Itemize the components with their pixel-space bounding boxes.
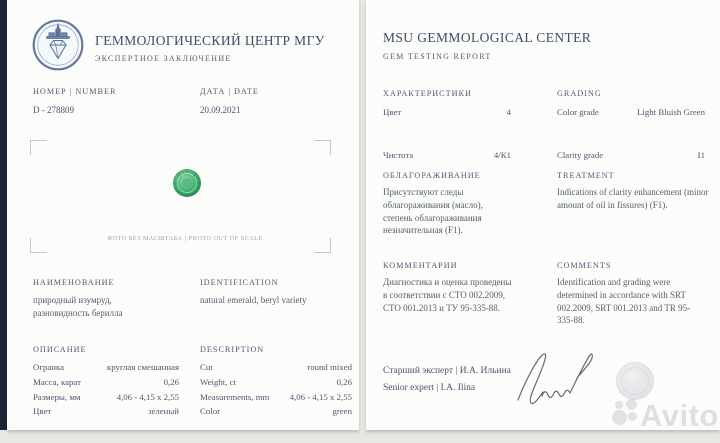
photo-caption: ФОТО БЕЗ МАСШТАБА | PHOTO OUT OF SCALE	[107, 236, 263, 242]
table-row	[383, 105, 511, 120]
msu-gem-center-emblem-icon	[31, 18, 85, 72]
color-value-ru: зеленый	[148, 406, 179, 417]
photo-frame-corner	[30, 140, 47, 155]
color-grade-value-en: Light Bluish Green	[637, 107, 705, 117]
weight-value-en: 0,26	[336, 376, 352, 387]
table-row	[200, 375, 352, 390]
identification-header-ru: НАИМЕНОВАНИЕ	[33, 278, 115, 287]
avito-logo-icon	[626, 399, 637, 410]
clarity-grade-value-ru: 4/К1	[493, 150, 511, 160]
expert-line-ru: Старший эксперт | И.А. Ильина	[383, 366, 511, 376]
cut-value-en: round mixed	[307, 362, 352, 372]
comments-text-ru: Диагностика и оценка проведены в соответствии с СТО 002.2009, СТО 001.2013 и ТУ 95-335-88.	[383, 277, 512, 313]
grading-header-ru: ХАРАКТЕРИСТИКИ	[383, 89, 472, 98]
description-table-ru	[33, 360, 179, 419]
org-subtitle-en: GEM TESTING REPORT	[383, 52, 492, 61]
table-row	[33, 390, 179, 405]
emerald-gemstone-image	[172, 168, 202, 198]
date-label: ДАТА | DATE	[200, 87, 259, 96]
embossed-seal-icon	[616, 362, 654, 400]
treatment-header-ru: ОБЛАГОРАЖИВАНИЕ	[383, 171, 481, 180]
description-header-en: DESCRIPTION	[200, 345, 265, 354]
expert-signature	[504, 350, 596, 406]
table-row	[383, 148, 511, 163]
cut-label-en: Cut	[200, 362, 213, 372]
cut-label-ru: Огранка	[33, 362, 65, 372]
certificate-right-page	[366, 0, 720, 430]
treatment-text-ru: Присутствуют следы облагораживания (масло), степень облагораживания незначительная (F1).	[383, 187, 483, 236]
description-header-ru: ОПИСАНИЕ	[33, 345, 87, 354]
table-row	[33, 404, 179, 419]
treatment-text-en: Indications of clarity enhancement (minor amount of oil in fissures) (F1).	[557, 187, 709, 210]
table-row	[200, 404, 352, 419]
weight-label-en: Weight, ct	[200, 376, 236, 387]
measurements-label-ru: Размеры, мм	[33, 391, 81, 402]
color-label-ru: Цвет	[33, 406, 52, 417]
color-value-en: green	[332, 406, 352, 417]
avito-watermark	[608, 398, 718, 434]
measurements-label-en: Measurements, mm	[200, 391, 270, 402]
identification-text-en: natural emerald, beryl variety	[200, 295, 307, 305]
table-row	[200, 360, 352, 375]
table-row	[557, 148, 705, 163]
date-value: 20.09.2021	[200, 105, 241, 115]
clarity-grade-label-ru: Чистота	[383, 150, 414, 160]
comments-text-en: Identification and grading were determined in accordance with SRT 002.2009, SRT 001.2013 and TR 95-335-88.	[557, 277, 691, 326]
treatment-header-en: TREATMENT	[557, 171, 615, 180]
color-grade-label-ru: Цвет	[383, 107, 402, 117]
color-label-en: Color	[200, 406, 221, 417]
weight-label-ru: Масса, карат	[33, 376, 81, 387]
clarity-grade-value-en: I1	[697, 150, 705, 160]
identification-text-ru: природный изумруд, разновидность берилла	[33, 295, 123, 318]
measurements-value-en: 4,06 - 4,15 x 2,55	[289, 391, 352, 402]
photo-background-edge	[0, 0, 7, 430]
avito-logo-icon	[612, 410, 627, 425]
description-table-en	[200, 360, 352, 419]
avito-logo-icon	[628, 412, 637, 421]
color-grade-value-ru: 4	[506, 107, 511, 117]
org-title-ru: ГЕММОЛОГИЧЕСКИЙ ЦЕНТР МГУ	[95, 33, 325, 48]
number-value: D - 278809	[33, 105, 74, 115]
avito-watermark-text: Avito	[640, 398, 719, 433]
table-row	[33, 375, 179, 390]
table-row	[33, 360, 179, 375]
grading-header-en: GRADING	[557, 89, 602, 98]
org-subtitle-ru: ЭКСПЕРТНОЕ ЗАКЛЮЧЕНИЕ	[95, 54, 232, 63]
clarity-grade-label-en: Clarity grade	[557, 150, 604, 160]
comments-header-en: COMMENTS	[557, 261, 612, 270]
photo-frame-corner	[314, 140, 331, 155]
org-title-en: MSU GEMMOLOGICAL CENTER	[383, 30, 592, 45]
color-grade-label-en: Color grade	[557, 107, 599, 117]
table-row	[200, 390, 352, 405]
seal-inner-ring	[621, 367, 649, 395]
avito-logo-icon	[615, 401, 623, 409]
weight-value-ru: 0,26	[163, 376, 179, 387]
identification-header-en: IDENTIFICATION	[200, 278, 279, 287]
measurements-value-ru: 4,06 - 4,15 x 2,55	[116, 391, 179, 402]
table-row	[557, 105, 705, 120]
cut-value-ru: круглая смешанная	[106, 362, 179, 372]
certificate-left-page	[7, 0, 359, 430]
number-label: НОМЕР | NUMBER	[33, 87, 117, 96]
comments-header-ru: КОММЕНТАРИИ	[383, 261, 458, 270]
expert-line-en: Senior expert | I.A. Ilina	[383, 383, 476, 393]
